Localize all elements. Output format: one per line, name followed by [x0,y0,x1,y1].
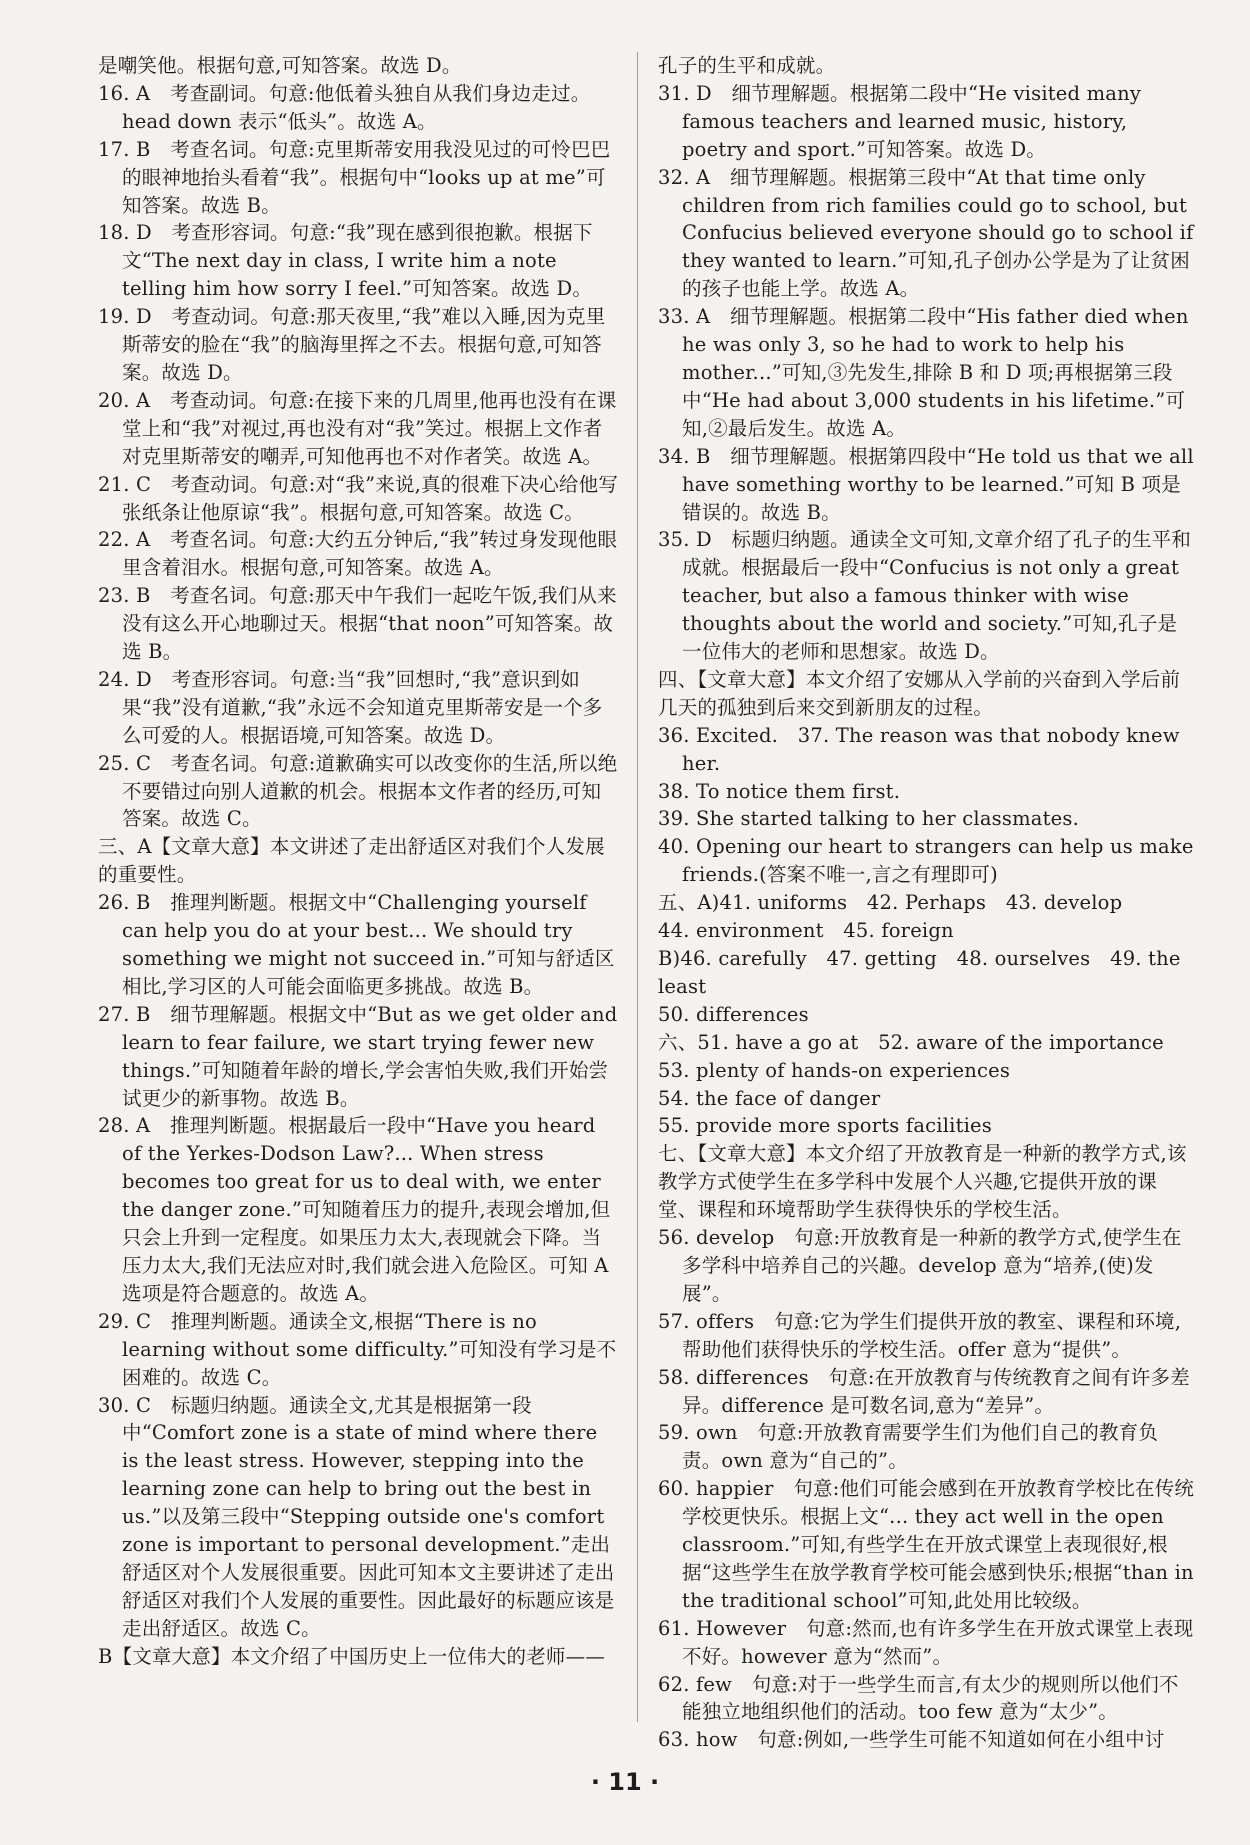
answer-entry: 19. D 考查动词。句意:那天夜里,“我”难以入睡,因为克里斯蒂安的脸在“我”的脑海里挥之不去。根据句意,可知答案。故选 D。 [98,305,606,384]
answer-entry: 23. B 考查名词。句意:那天中午我们一起吃午饭,我们从来没有这么开心地聊过天。根据“that noon”可知答案。故选 B。 [98,584,617,664]
answer-entry: 56. develop 句意:开放教育是一种新的教学方式,使学生在多学科中培养自己的兴趣。develop 意为“培养,(使)发展”。 [658,1226,1182,1305]
answer-entry: 孔子的生平和成就。 [658,54,836,77]
answer-entry: 50. differences [658,1002,809,1026]
right-column [658,52,1196,1754]
page-number: · 11 · [590,1768,660,1796]
answer-entry: 62. few 句意:对于一些学生而言,有太少的规则所以他们不能独立地组织他们的活动。too few 意为“太少”。 [658,1672,1179,1724]
answer-entry: 60. happier 句意:他们可能会感到在开放教育学校比在传统学校更快乐。根据上文“... they act well in the open classroom.”可知,有些学生在开放式课堂上表现很好,根据“这些学生在放学教育学校可能会感到快乐;根据“than in the traditional school”可知,此处用比较级。 [658,1477,1195,1612]
answer-entry: 21. C 考查动词。句意:对“我”来说,真的很难下决心给他写张纸条让他原谅“我”。根据句意,可知答案。故选 C。 [98,472,619,524]
answer-entry: 26. B 推理判断题。根据文中“Challenging yourself can help you do at your best... We should try something we might not succeed in.”可知与舒适区相比,学习区的人可能会面临更多挑战。故选 B。 [98,891,615,998]
answer-entry: 17. B 考查名词。句意:克里斯蒂安用我没见过的可怜巴巴的眼神地抬头看着“我”。根据句中“looks up at me”可知答案。故选 B。 [98,137,611,217]
answer-entry: 55. provide more sports facilities [658,1114,993,1138]
answer-entry: 25. C 考查名词。句意:道歉确实可以改变你的生活,所以绝不要错过向别人道歉的机会。根据本文作者的经历,可知答案。故选 C。 [98,751,618,831]
answer-entry: 16. A 考查副词。句意:他低着头独自从我们身边走过。head down 表示“低头”。故选 A。 [98,81,591,133]
answer-entry: 61. However 句意:然而,也有许多学生在开放式课堂上表现不好。however 意为“然而”。 [658,1616,1194,1668]
answer-entry: B)46. carefully 47. getting 48. ourselves 49. the least [658,947,1181,998]
answer-entry: 五、A)41. uniforms 42. Perhaps 43. develop [658,891,1123,915]
answer-entry: 53. plenty of hands-on experiences [658,1058,1011,1082]
answer-entry: 31. D 细节理解题。根据第二段中“He visited many famous teachers and learned music, history, poetry and sport.”可知答案。故选 D。 [658,81,1142,161]
answer-entry: 24. D 考查形容词。句意:当“我”回想时,“我”意识到如果“我”没有道歉,“我”永远不会知道克里斯蒂安是一个多么可爱的人。根据语境,可知答案。故选 D。 [98,667,603,747]
answer-entry: 是嘲笑他。根据句意,可知答案。故选 D。 [98,54,462,77]
answer-entry: 33. A 细节理解题。根据第二段中“His father died when he was only 3, so he had to work to help his mother...”可知,③先发生,排除 B 和 D 项;再根据第三段中“He had about 3,000 students in his lifetime.”可知,②最后发生。故选 A。 [658,305,1189,440]
answer-entry: 36. Excited. 37. The reason was that nobody knew her. [658,723,1180,775]
answer-entry: 七、【文章大意】本文介绍了开放教育是一种新的教学方式,该教学方式使学生在多学科中发展个人兴趣,它提供开放的课堂、课程和环境帮助学生获得快乐的学校生活。 [658,1142,1187,1222]
answer-entry: 27. B 细节理解题。根据文中“But as we get older and learn to fear failure, we start trying fewer new things.”可知随着年龄的增长,学会害怕失败,我们开始尝试更少的新事物。故选 B。 [98,1002,618,1110]
answer-entry: 20. A 考查动词。句意:在接下来的几周里,他再也没有在课堂上和“我”对视过,再也没有对“我”笑过。根据上文作者对克里斯蒂安的嘲弄,可知他再也不对作者笑。故选 A。 [98,388,617,468]
answer-entry: 39. She started talking to her classmates. [658,807,1079,831]
column-divider [637,52,638,1722]
answer-entry: 32. A 细节理解题。根据第三段中“At that time only children from rich families could go to school, but Confucius believed everyone should go to school if they wanted to learn.”可知,孔子创办公学是为了让贫困的孩子也能上学。故选 A。 [658,165,1194,301]
answer-entry: 18. D 考查形容词。句意:“我”现在感到很抱歉。根据下文“The next day in class, I write him a note telling him how sorry I feel.”可知答案。故选 D。 [98,221,593,301]
answer-entry: 63. how 句意:例如,一些学生可能不知道如何在小组中讨 [658,1728,1165,1752]
answer-entry: 57. offers 句意:它为学生们提供开放的教室、课程和环境,帮助他们获得快乐的学校生活。offer 意为“提供”。 [658,1309,1182,1361]
answer-entry: 34. B 细节理解题。根据第四段中“He told us that we all have something worthy to be learned.”可知 B 项是错误的。故选 B。 [658,444,1194,524]
answer-entry: 54. the face of danger [658,1086,881,1110]
answer-entry: 35. D 标题归纳题。通读全文可知,文章介绍了孔子的生平和成就。根据最后一段中“Confucius is not only a great teacher, but also a famous thinker with wise thoughts about the world and society.”可知,孔子是一位伟大的老师和思想家。故选 D。 [658,528,1192,664]
answer-entry: 58. differences 句意:在开放教育与传统教育之间有许多差异。difference 是可数名词,意为“差异”。 [658,1365,1190,1417]
answer-entry: 44. environment 45. foreign [658,919,954,943]
answer-entry: 40. Opening our heart to strangers can help us make friends.(答案不唯一,言之有理即可) [658,835,1194,887]
answer-entry: 38. To notice them first. [658,779,901,803]
left-column [98,52,620,1671]
answer-entry: 29. C 推理判断题。通读全文,根据“There is no learning without some difficulty.”可知没有学习是不困难的。故选 C。 [98,1309,617,1389]
answer-entry: 30. C 标题归纳题。通读全文,尤其是根据第一段中“Comfort zone is a state of mind where there is the least stress. However, stepping into the learning zone can help to bring out the best in us.”以及第三段中“Stepping outside one's comfort zone is important to personal development.”走出舒适区对个人发展很重要。因此可知本文主要讲述了走出舒适区对我们个人发展的重要性。因此最好的标题应该是走出舒适区。故选 C。 [98,1393,615,1640]
answer-entry: 四、【文章大意】本文介绍了安娜从入学前的兴奋到入学后前几天的孤独到后来交到新朋友的过程。 [658,667,1181,719]
answer-entry: 28. A 推理判断题。根据最后一段中“Have you heard of the Yerkes-Dodson Law?... When stress becomes too great for us to deal with, we enter the danger zone.”可知随着压力的提升,表现会增加,但只会上升到一定程度。如果压力太大,表现就会下降。当压力太大,我们无法应对时,我们就会进入危险区。可知 A 选项是符合题意的。故选 A。 [98,1114,611,1305]
answer-entry: 22. A 考查名词。句意:大约五分钟后,“我”转过身发现他眼里含着泪水。根据句意,可知答案。故选 A。 [98,528,618,580]
answer-entry: 59. own 句意:开放教育需要学生们为他们自己的教育负责。own 意为“自己的”。 [658,1421,1159,1473]
answer-entry: 六、51. have a go at 52. aware of the importance [658,1030,1164,1054]
answer-entry: 三、A【文章大意】本文讲述了走出舒适区对我们个人发展的重要性。 [98,835,605,887]
answer-entry: B【文章大意】本文介绍了中国历史上一位伟大的老师—— [98,1644,606,1668]
